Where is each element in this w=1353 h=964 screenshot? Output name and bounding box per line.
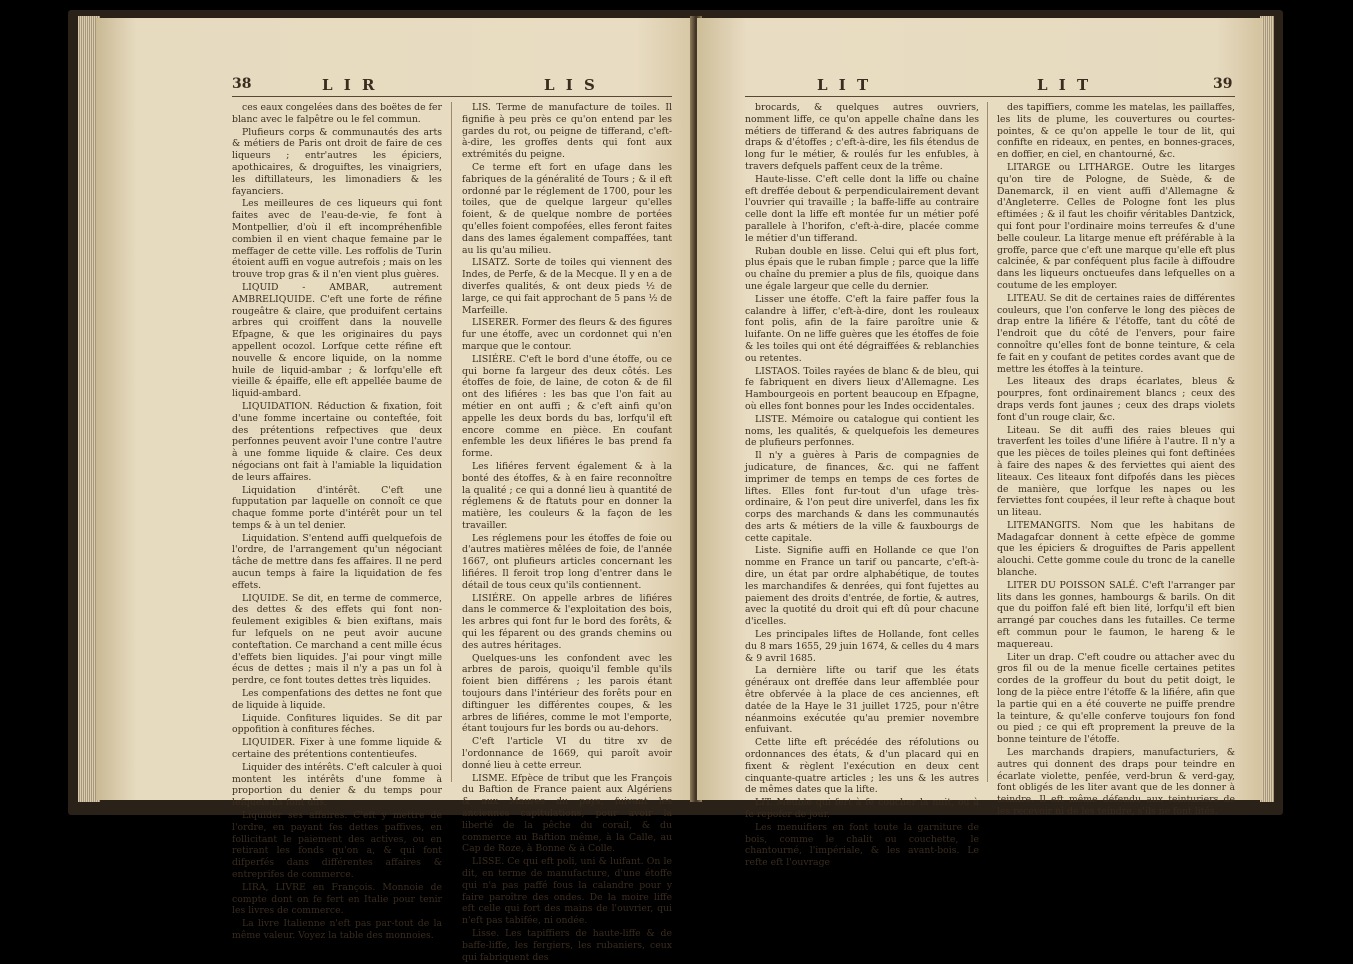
paragraph: Haute-lisse. C'eft celle dont la liffe ou chaîne eft dreffée debout & perpendiculairement devant l'ouvrier qui travaille ; la baffe-liffe au contraire celle dont la liffe eft montée fur un métier pofé parallele à l'horifon, c'eft-à-dire, placée comme le métier d'un tifferand.: [745, 173, 979, 244]
paragraph: LITEAU. Se dit de certaines raies de différentes couleurs, que l'on conferve le long des pièces de drap entre la lifiére & l'étoffe, tant du côté de l'endroit que du côté de l'envers, pour faire connoître qu'elles font de bonne teinture, & cela fe fait en y coufant de petites cordes avant que de mettre les étoffes à la teinture.: [997, 292, 1235, 375]
paragraph: brocards, & quelques autres ouvriers, nomment liffe, ce qu'on appelle chaîne dans les métiers de tifferand & des autres fabriquans de draps & d'étoffes ; c'eft-à-dire, les fils étendus de long fur le métier, & roulés fur les enfubles, à travers defquels paffent ceux de la trême.: [745, 102, 979, 172]
paragraph: LITEMANGITS. Nom que les habitans de Madagafcar donnent à cette efpèce de gomme que les épiciers & droguiftes de Paris appellent alouchi. Cette gomme coule du tronc de la canelle blanche.: [997, 519, 1235, 579]
paragraph: LISERER. Former des fleurs & des figures fur une étoffe, avec un cordonnet qui n'en marque que le contour.: [462, 317, 672, 352]
paragraph: Les liteaux des draps écarlates, bleus & pourpres, font ordinairement blancs ; ceux des draps verds font jaunes ; ceux des draps violets font d'un rouge clair, &c.: [997, 376, 1235, 423]
paragraph: LISTAOS. Toiles rayées de blanc & de bleu, qui fe fabriquent en divers lieux d'Allemagne. Les Hambourgeois en portent beaucoup en Efpagne, où elles font bonnes pour les Indes occidentales.: [745, 365, 979, 412]
paragraph: Ruban double en lisse. Celui qui eft plus fort, plus épais que le ruban fimple ; parce que la liffe ou chaîne du premier a plus de fils, quoique dans une égale largeur que celle du dernier.: [745, 245, 979, 292]
paragraph: LISIÉRE. On appelle arbres de lifiéres dans le commerce & l'exploitation des bois, les arbres qui font fur le bord des forêts, & qui les féparent ou des grands chemins ou des autres héritages.: [462, 592, 672, 651]
paragraph: Liquide. Confitures liquides. Se dit par oppofition à confitures féches.: [232, 712, 442, 736]
paragraph: Les marchands drapiers, manufacturiers, & autres qui donnent des draps pour teindre en écarlate violette, penfée, verd-brun & verd-gay, font obligés de les liter avant que de les donner à teindre. Il eft même défendu aux teinturiers de les recevoir ni de les teindre, s'ils ne font lités.: [997, 747, 1235, 818]
paragraph: Il n'y a guères à Paris de compagnies de judicature, de finances, &c. qui ne faffent imprimer de temps en temps de ces fortes de liftes. Elles font fur-tout d'un ufage très-ordinaire, & l'on peut dire univerfel, dans les fix corps des marchands & dans les communautés des arts & métiers de la ville & fauxbourgs de cette capitale.: [745, 450, 979, 544]
paragraph: Plufieurs corps & communautés des arts & métiers de Paris ont droit de faire de ces liqueurs ; entr'autres les épiciers, apothicaires, & droguiftes, les vinaigriers, les diftillateurs, les limonadiers & les fayanciers.: [232, 126, 442, 197]
paragraph: LISME. Efpèce de tribut que les François du Baftion de France paient aux Algériens & aux Maures du pays, fuivant les anciennes capitulations, pour avoir la liberté de la pêche du corail, & du commerce au Baftion même, à la Calle, au Cap de Roze, à Bonne & à Colle.: [462, 772, 672, 855]
right-page-column-1: [745, 102, 979, 870]
paragraph: Liter un drap. C'eft coudre ou attacher avec du gros fil ou de la menue ficelle certaines petites cordes de la groffeur du bout du petit doigt, le long de la pièce entre l'étoffe & la lifiére, afin que la partie qui en a été couverte ne puiffe prendre la teinture, & qu'elle conferve toujours fon fond ou pied ; ce qui eft proprement la preuve de la bonne teinture de l'étoffe.: [997, 651, 1235, 746]
paragraph: LIQUIDE. Se dit, en terme de commerce, des dettes & des effets qui font non-feulement exigibles & bien exiftans, mais fur lefquels on ne peut avoir aucune conteftation. Ce marchand a cent mille écus d'effets bien liquides. J'ai pour vingt mille écus de dettes ; mais il n'y a pas un fol à perdre, ce font toutes dettes très liquides.: [232, 592, 442, 687]
right-running-head-1: L I T: [817, 76, 872, 94]
paragraph: LIT. Meuble qui fert à fe coucher la nuit, ou à fe repofer de jour.: [745, 797, 979, 821]
paragraph: LISTE. Mémoire ou catalogue qui contient les noms, les qualités, & quelquefois les demeures de plufieurs perfonnes.: [745, 413, 979, 449]
paragraph: LIQUIDATION. Réduction & fixation, foit d'une fomme incertaine ou conteftée, foit des prétentions refpectives que deux perfonnes peuvent avoir l'une contre l'autre à une fomme liquide & claire. Ces deux négocians ont fait à l'amiable la liquidation de leurs affaires.: [232, 400, 442, 483]
paragraph: LIS. Terme de manufacture de toiles. Il fignifie à peu près ce qu'on entend par les gardes du rot, ou peigne de tifferand, c'eft-à-dire, les groffes dents qui font aux extrémités du peigne.: [462, 102, 672, 161]
paragraph: LIRA, LIVRE en François. Monnoie de compte dont on fe fert en Italie pour tenir les livres de commerce.: [232, 881, 442, 917]
paragraph: LISSE. Ce qui eft poli, uni & luifant. On le dit, en terme de manufacture, d'une étoffe qui n'a pas paffé fous la calandre pour y faire paroître des ondes. De la moire liffe eft celle qui fort des mains de l'ouvrier, qui n'eft pas tabifée, ni ondée.: [462, 856, 672, 927]
paragraph: C'eft l'article VI du titre xv de l'ordonnance de 1669, qui paroît avoir donné lieu à cette erreur.: [462, 736, 672, 771]
paragraph: Liquidation d'intérêt. C'eft une fupputation par laquelle on connoît ce que chaque fomme porte d'intérêt pour un tel temps & à un tel denier.: [232, 484, 442, 531]
paragraph: Les meilleures de ces liqueurs qui font faites avec de l'eau-de-vie, fe font à Montpellier, d'où il eft incompréhenfible combien il en vient chaque femaine par le meffager de cette ville. Les roffolis de Turin étoient auffi en vogue autrefois ; mais on les trouve trop gras & il n'en vient plus guères.: [232, 198, 442, 281]
paragraph: LIQUIDER. Fixer à une fomme liquide & certaine des prétentions contentieufes.: [232, 737, 442, 761]
paragraph: Ce terme eft fort en ufage dans les fabriques de la généralité de Tours ; & il eft ordonné par le réglement de 1700, pour les toiles, que de quelque largeur qu'elles foient, & de quelque nombre de portées qu'elles foient compofées, elles feront faites dans des lames également compaffées, tant au lis qu'au milieu.: [462, 161, 672, 256]
right-page-column-2: [997, 102, 1235, 819]
paragraph: LIQUID - AMBAR, autrement AMBRELIQUIDE. C'eft une forte de réfine rougeâtre & claire, que produifent certains arbres qui croiffent dans la nouvelle Efpagne, & que les originaires du pays appellent ocozol. Lorfque cette réfine eft nouvelle & encore liquide, on la nomme huile de liquid-ambar ; & lorfqu'elle eft vieille & épaiffe, elle eft appellée baume de liquid-ambard.: [232, 281, 442, 400]
paragraph: Les compenfations des dettes ne font que de liquide à liquide.: [232, 688, 442, 711]
paragraph: LISATZ. Sorte de toiles qui viennent des Indes, de Perfe, & de la Mecque. Il y en a de diverfes qualités, & ont deux pieds ½ de large, ce qui fait approchant de 5 pans ½ de Marfeille.: [462, 257, 672, 316]
left-page: [96, 18, 696, 963]
left-page-column-2: [462, 102, 672, 964]
paragraph: Les lifiéres fervent également & à la bonté des étoffes, & à en faire reconnoître la qualité ; ce qui a donné lieu à quantité de réglemens & de ftatuts pour en donner la matière, les couleurs & la façon de les travailler.: [462, 460, 672, 531]
paragraph: Les principales liftes de Hollande, font celles du 8 mars 1655, 29 juin 1674, & celles du 4 mars & 9 avril 1685.: [745, 629, 979, 664]
header-rule: [745, 96, 1235, 97]
right-page: [697, 18, 1262, 869]
paragraph: Les menuifiers en font toute la garniture de bois, comme le chalit ou couchette, le chantourné, l'impériale, & les avant-bois. Le refte eft l'ouvrage: [745, 821, 979, 869]
paragraph: Cette lifte eft précédée des réfolutions ou ordonnances des états, & d'un placard qui en fixent & règlent l'exécution en deux cent cinquante-quatre articles ; les uns & les autres de mêmes dates que la lifte.: [745, 737, 979, 796]
paragraph: ces eaux congelées dans des boëtes de fer blanc avec le falpêtre ou le fel commun.: [232, 102, 442, 125]
paragraph: LITARGE ou LITHARGE. Outre les litarges qu'on tire de Pologne, de Suède, & de Danemarck, il en vient auffi d'Allemagne & d'Angleterre. Celles de Pologne font les plus eftimées ; & il faut les choifir véritables Dantzick, qui font pour l'ordinaire moins terreufes & d'une belle couleur. La litarge menue eft préférable à la groffe, parce que c'eft une marque qu'elle eft plus calcinée, & par conféquent plus facile à diffoudre dans les liqueurs onctueufes dans lefquelles on a coutume de les employer.: [997, 161, 1235, 291]
paragraph: Liquider ses affaires. C'eft y mettre de l'ordre, en payant fes dettes paffives, en follicitant le paiement des actives, ou en retirant les fonds qu'on a, & qui font difperfés dans différentes affaires & entreprifes de commerce.: [232, 810, 442, 880]
header-rule: [232, 96, 672, 97]
page-edges-right: [1260, 16, 1274, 802]
paragraph: Lisse. Les tapiffiers de haute-liffe & de baffe-liffe, les fergiers, les rubaniers, ceux qui fabriquent des: [462, 927, 672, 963]
left-page-column-1: [232, 102, 442, 943]
paragraph: Quelques-uns les confondent avec les arbres de parois, quoiqu'il femble qu'ils foient bien différens ; les parois étant toujours dans l'intérieur des forêts pour en diftinguer les différentes coupes, & les arbres de lifiéres, comme le mot l'emporte, étant toujours fur les bords ou au-dehors.: [462, 652, 672, 735]
column-gutter-rule: [451, 102, 452, 782]
paragraph: La dernière lifte ou tarif que les états généraux ont dreffée dans leur affemblée pour être obfervée à la place de ces anciennes, eft datée de la Haye le 31 juillet 1725, pour n'être néanmoins exécutée qu'au premier novembre enfuivant.: [745, 665, 979, 736]
paragraph: Liteau. Se dit auffi des raies bleues qui traverfent les toiles d'une lifiére à l'autre. Il n'y a que les pièces de toiles pleines qui font deftinées à faire des napes & des ferviettes qui aient des liteaux. Ces liteaux font difpofés dans les pièces de manière, que lorfque les napes ou les ferviettes font coupées, il leur refte à chaque bout un liteau.: [997, 424, 1235, 519]
paragraph: Lisser une étoffe. C'eft la faire paffer fous la calandre à liffer, c'eft-à-dire, dont les rouleaux font polis, afin de la faire paroître unie & luifante. On ne liffe guères que les étoffes de foie & les toiles qui ont été dégraiffées & reblanchies ou retentes.: [745, 293, 979, 364]
left-page-number: 38: [232, 76, 252, 92]
right-running-head-2: L I T: [1037, 76, 1092, 94]
paragraph: Les réglemens pour les étoffes de foie ou d'autres matières mêlées de foie, de l'année 1667, ont plufieurs articles concernant les lifiéres. Il feroit trop long d'entrer dans le détail de tous ceux qu'ils contiennent.: [462, 532, 672, 591]
paragraph: des tapiffiers, comme les matelas, les paillaffes, les lits de plume, les couvertures ou courtes-pointes, & ce qu'on appelle le tour de lit, qui confifte en rideaux, en pentes, en bonnes-graces, en doffier, en ciel, en chantourné, &c.: [997, 102, 1235, 161]
paragraph: La livre Italienne n'eft pas par-tout de la même valeur. Voyez la table des monnoies.: [232, 918, 442, 941]
paragraph: Liquider des intérêts. C'eft calculer à quoi montent les intérêts d'une fomme à proportion du denier & du temps pour lefquels ils font dûs.: [232, 761, 442, 809]
paragraph: LISIÉRE. C'eft le bord d'une étoffe, ou ce qui borne fa largeur des deux côtés. Les étoffes de foie, de laine, de coton & de fil ont des lifiéres : les bas que l'on fait au métier en ont auffi ; & c'eft ainfi qu'on appelle les deux bords du bas, lorfqu'il eft encore comme en pièce. En coufant enfemble les deux lifiéres le bas prend fa forme.: [462, 353, 672, 460]
paragraph: Liquidation. S'entend auffi quelquefois de l'ordre, de l'arrangement qu'un négociant tâche de mettre dans fes affaires. Il ne perd aucun temps à faire la liquidation de fes effets.: [232, 532, 442, 591]
column-gutter-rule: [987, 102, 988, 782]
left-running-head-1: L I R: [322, 76, 378, 94]
paragraph: Liste. Signifie auffi en Hollande ce que l'on nomme en France un tarif ou pancarte, c'eft-à-dire, un état par ordre alphabétique, de toutes les marchandifes & denrées, qui font fujettes au paiement des droits d'entrée, de fortie, & autres, avec la quotité du droit qui eft dû pour chacune d'icelles.: [745, 545, 979, 628]
left-running-head-2: L I S: [544, 76, 598, 94]
paragraph: LITER DU POISSON SALÉ. C'eft l'arranger par lits dans les gonnes, hambourgs & barils. On dit que du poiffon falé eft bien lité, lorfqu'il eft bien arrangé par couches dans les futailles. Ce terme eft commun pour le faumon, le hareng & le maquereau.: [997, 579, 1235, 650]
right-page-number: 39: [1213, 76, 1233, 92]
